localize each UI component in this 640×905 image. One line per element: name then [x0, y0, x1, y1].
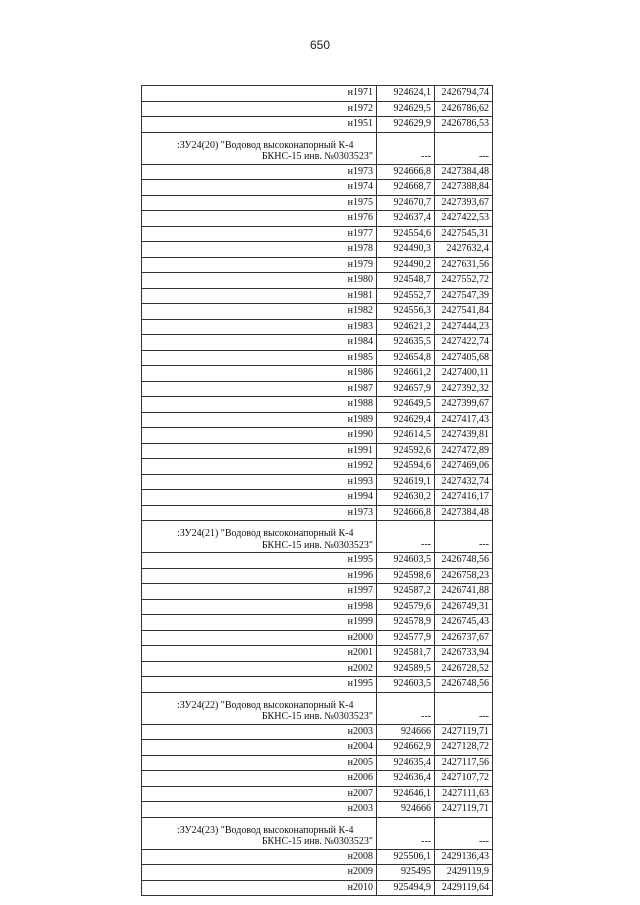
coordinate-x: 924670,7: [377, 195, 435, 211]
coordinate-y: 2427405,68: [435, 350, 493, 366]
coordinate-y: 2427128,72: [435, 740, 493, 756]
coordinate-x: 924554,6: [377, 226, 435, 242]
table-row: [142, 865, 493, 881]
point-id: н1984: [142, 335, 377, 351]
point-id: н1986: [142, 366, 377, 382]
point-id: н2010: [142, 880, 377, 896]
table-row: [142, 786, 493, 802]
point-id: н1988: [142, 397, 377, 413]
table-row: [142, 180, 493, 196]
coordinate-x: 924649,5: [377, 397, 435, 413]
coordinate-y: 2426758,23: [435, 568, 493, 584]
parcel-label-line2: БКНС-15 инв. №0303523": [261, 151, 373, 162]
point-id: н1951: [142, 117, 377, 133]
coordinate-x: 924579,6: [377, 599, 435, 615]
coordinate-y-placeholder: ---: [435, 817, 493, 849]
coordinate-x-placeholder: ---: [377, 521, 435, 553]
point-id: н1993: [142, 474, 377, 490]
coordinate-y: 2426749,31: [435, 599, 493, 615]
coordinate-y: 2426737,67: [435, 630, 493, 646]
coordinate-x: 925506,1: [377, 849, 435, 865]
coordinate-y: 2427545,31: [435, 226, 493, 242]
parcel-label: [142, 521, 377, 553]
coordinate-x: 924587,2: [377, 584, 435, 600]
coordinate-x: 925495: [377, 865, 435, 881]
table-row: [142, 880, 493, 896]
coordinate-x: 924662,9: [377, 740, 435, 756]
coordinate-x: 924629,5: [377, 101, 435, 117]
coordinate-y-placeholder: ---: [435, 132, 493, 164]
table-row: [142, 335, 493, 351]
coordinate-x: 924556,3: [377, 304, 435, 320]
point-id: н1996: [142, 568, 377, 584]
table-row: [142, 381, 493, 397]
table-row: [142, 630, 493, 646]
point-id: н1998: [142, 599, 377, 615]
table-row: [142, 86, 493, 102]
coordinate-y: 2427392,32: [435, 381, 493, 397]
parcel-label-line2: БКНС-15 инв. №0303523": [261, 539, 373, 551]
point-id: н1974: [142, 180, 377, 196]
parcel-label-line2: БКНС-15 инв. №0303523": [261, 711, 373, 722]
table-row: [142, 568, 493, 584]
table-row: [142, 755, 493, 771]
table-row: [142, 661, 493, 677]
coordinate-x: 924603,5: [377, 677, 435, 693]
table-row: [142, 771, 493, 787]
coordinate-y: 2427422,53: [435, 211, 493, 227]
point-id: н2000: [142, 630, 377, 646]
point-id: н1995: [142, 677, 377, 693]
coordinate-x: 924654,8: [377, 350, 435, 366]
coordinate-y: 2427432,74: [435, 474, 493, 490]
coordinate-y: 2427384,48: [435, 505, 493, 521]
table-row: [142, 273, 493, 289]
table-row: [142, 304, 493, 320]
parcel-label: [142, 132, 377, 164]
coordinate-x: 924646,1: [377, 786, 435, 802]
table-row: [142, 428, 493, 444]
coordinate-x: 924624,1: [377, 86, 435, 102]
table-row: [142, 211, 493, 227]
table-row: [142, 443, 493, 459]
coordinate-y: 2427111,63: [435, 786, 493, 802]
coordinate-x: 924630,2: [377, 490, 435, 506]
coordinate-x: 924589,5: [377, 661, 435, 677]
coordinate-x: 924578,9: [377, 615, 435, 631]
table-row: [142, 553, 493, 569]
point-id: н1982: [142, 304, 377, 320]
parcel-label-line2: БКНС-15 инв. №0303523": [261, 836, 373, 847]
table-row: [142, 724, 493, 740]
parcel-header-row: [142, 132, 493, 164]
coordinate-x: 924621,2: [377, 319, 435, 335]
parcel-header-row: [142, 521, 493, 553]
coordinate-x: 924548,7: [377, 273, 435, 289]
point-id: н1995: [142, 553, 377, 569]
point-id: н1985: [142, 350, 377, 366]
point-id: н1975: [142, 195, 377, 211]
point-id: н1997: [142, 584, 377, 600]
coordinate-x: 924657,9: [377, 381, 435, 397]
table-row: [142, 412, 493, 428]
point-id: н1973: [142, 164, 377, 180]
coordinate-y: 2426745,43: [435, 615, 493, 631]
table-row: [142, 366, 493, 382]
point-id: н1987: [142, 381, 377, 397]
coordinate-y: 2427541,84: [435, 304, 493, 320]
coordinate-y: 2426748,56: [435, 677, 493, 693]
table-row: [142, 474, 493, 490]
table-row: [142, 740, 493, 756]
point-id: н1992: [142, 459, 377, 475]
point-id: н2007: [142, 786, 377, 802]
table-row: [142, 615, 493, 631]
point-id: н2001: [142, 646, 377, 662]
coordinate-y: 2426786,53: [435, 117, 493, 133]
table-row: [142, 584, 493, 600]
table-row: [142, 195, 493, 211]
coordinate-y: 2429136,43: [435, 849, 493, 865]
coordinate-y: 2427388,84: [435, 180, 493, 196]
coordinate-x: 924666: [377, 724, 435, 740]
parcel-label: [142, 692, 377, 724]
coordinate-y: 2426741,88: [435, 584, 493, 600]
coordinate-x: 924594,6: [377, 459, 435, 475]
coordinate-y: 2426733,94: [435, 646, 493, 662]
page-number: 650: [309, 38, 331, 52]
coordinate-y: 2427416,17: [435, 490, 493, 506]
point-id: н1990: [142, 428, 377, 444]
coordinate-x-placeholder: ---: [377, 692, 435, 724]
point-id: н1976: [142, 211, 377, 227]
table-row: [142, 646, 493, 662]
table-row: [142, 319, 493, 335]
coordinate-y: 2427547,39: [435, 288, 493, 304]
point-id: н1989: [142, 412, 377, 428]
coordinate-y: 2427400,11: [435, 366, 493, 382]
point-id: н2004: [142, 740, 377, 756]
coordinate-x: 924581,7: [377, 646, 435, 662]
point-id: н1991: [142, 443, 377, 459]
coordinate-y: 2426786,62: [435, 101, 493, 117]
coordinate-y: 2427439,81: [435, 428, 493, 444]
point-id: н2003: [142, 802, 377, 818]
coordinate-x: 924603,5: [377, 553, 435, 569]
point-id: н1994: [142, 490, 377, 506]
table-row: [142, 101, 493, 117]
coordinate-x: 924598,6: [377, 568, 435, 584]
parcel-label-line1: :ЗУ24(23) "Водовод высоконапорный К-4: [177, 824, 354, 836]
parcel-header-row: [142, 692, 493, 724]
coordinate-x: 924592,6: [377, 443, 435, 459]
coordinate-y-placeholder: ---: [435, 692, 493, 724]
coordinate-y: 2427107,72: [435, 771, 493, 787]
coordinate-x: 924666,8: [377, 505, 435, 521]
coordinate-y: 2427399,67: [435, 397, 493, 413]
table-row: [142, 164, 493, 180]
coordinate-y: 2427417,43: [435, 412, 493, 428]
parcel-header-row: [142, 817, 493, 849]
coordinate-x: 924636,4: [377, 771, 435, 787]
table-row: [142, 117, 493, 133]
coordinate-x: 924619,1: [377, 474, 435, 490]
point-id: н1972: [142, 101, 377, 117]
table-row: [142, 849, 493, 865]
coordinate-y: 2427117,56: [435, 755, 493, 771]
point-id: н2009: [142, 865, 377, 881]
table-row: [142, 242, 493, 258]
coordinate-y: 2426728,52: [435, 661, 493, 677]
coordinate-y: 2426794,74: [435, 86, 493, 102]
coordinate-y: 2427384,48: [435, 164, 493, 180]
coordinate-y: 2427631,56: [435, 257, 493, 273]
coordinate-x: 925494,9: [377, 880, 435, 896]
coordinate-x: 924552,7: [377, 288, 435, 304]
table-row: [142, 802, 493, 818]
point-id: н1980: [142, 273, 377, 289]
coordinate-x: 924661,2: [377, 366, 435, 382]
point-id: н1977: [142, 226, 377, 242]
table-row: [142, 459, 493, 475]
table-row: [142, 288, 493, 304]
point-id: н1971: [142, 86, 377, 102]
coordinate-x: 924666: [377, 802, 435, 818]
table-row: [142, 257, 493, 273]
coordinate-y: 2429119,64: [435, 880, 493, 896]
point-id: н1973: [142, 505, 377, 521]
point-id: н1983: [142, 319, 377, 335]
coordinate-x: 924490,2: [377, 257, 435, 273]
coordinate-x: 924577,9: [377, 630, 435, 646]
parcel-label: [142, 817, 377, 849]
point-id: н1981: [142, 288, 377, 304]
table-row: [142, 490, 493, 506]
coordinate-x-placeholder: ---: [377, 817, 435, 849]
coordinate-y: 2429119,9: [435, 865, 493, 881]
coordinate-x: 924635,5: [377, 335, 435, 351]
coordinate-x: 924490,3: [377, 242, 435, 258]
table-row: [142, 505, 493, 521]
point-id: н2006: [142, 771, 377, 787]
point-id: н2003: [142, 724, 377, 740]
parcel-label-line1: :ЗУ24(21) "Водовод высоконапорный К-4: [177, 528, 354, 539]
coordinate-y: 2427472,89: [435, 443, 493, 459]
table-row: [142, 677, 493, 693]
point-id: н2002: [142, 661, 377, 677]
coordinate-y: 2427552,72: [435, 273, 493, 289]
coordinate-x: 924629,4: [377, 412, 435, 428]
point-id: н1979: [142, 257, 377, 273]
coordinate-y: 2427632,4: [435, 242, 493, 258]
coordinate-y: 2427119,71: [435, 802, 493, 818]
parcel-label-line1: :ЗУ24(20) "Водовод высоконапорный К-4: [177, 139, 354, 151]
coordinate-y: 2427469,06: [435, 459, 493, 475]
table-row: [142, 350, 493, 366]
point-id: н2005: [142, 755, 377, 771]
coordinate-x: 924614,5: [377, 428, 435, 444]
coordinate-x: 924668,7: [377, 180, 435, 196]
coordinate-y: 2426748,56: [435, 553, 493, 569]
coordinate-x: 924635,4: [377, 755, 435, 771]
coordinate-x: 924637,4: [377, 211, 435, 227]
table-row: [142, 397, 493, 413]
table-row: [142, 599, 493, 615]
coordinate-y: 2427444,23: [435, 319, 493, 335]
point-id: н1978: [142, 242, 377, 258]
coordinate-x-placeholder: ---: [377, 132, 435, 164]
point-id: н1999: [142, 615, 377, 631]
parcel-label-line1: :ЗУ24(22) "Водовод высоконапорный К-4: [177, 699, 354, 711]
point-id: н2008: [142, 849, 377, 865]
coordinate-x: 924666,8: [377, 164, 435, 180]
coordinate-y: 2427422,74: [435, 335, 493, 351]
coordinate-y-placeholder: ---: [435, 521, 493, 553]
coordinate-y: 2427119,71: [435, 724, 493, 740]
table-row: [142, 226, 493, 242]
coordinates-table: [141, 85, 493, 896]
coordinate-x: 924629,9: [377, 117, 435, 133]
coordinate-y: 2427393,67: [435, 195, 493, 211]
